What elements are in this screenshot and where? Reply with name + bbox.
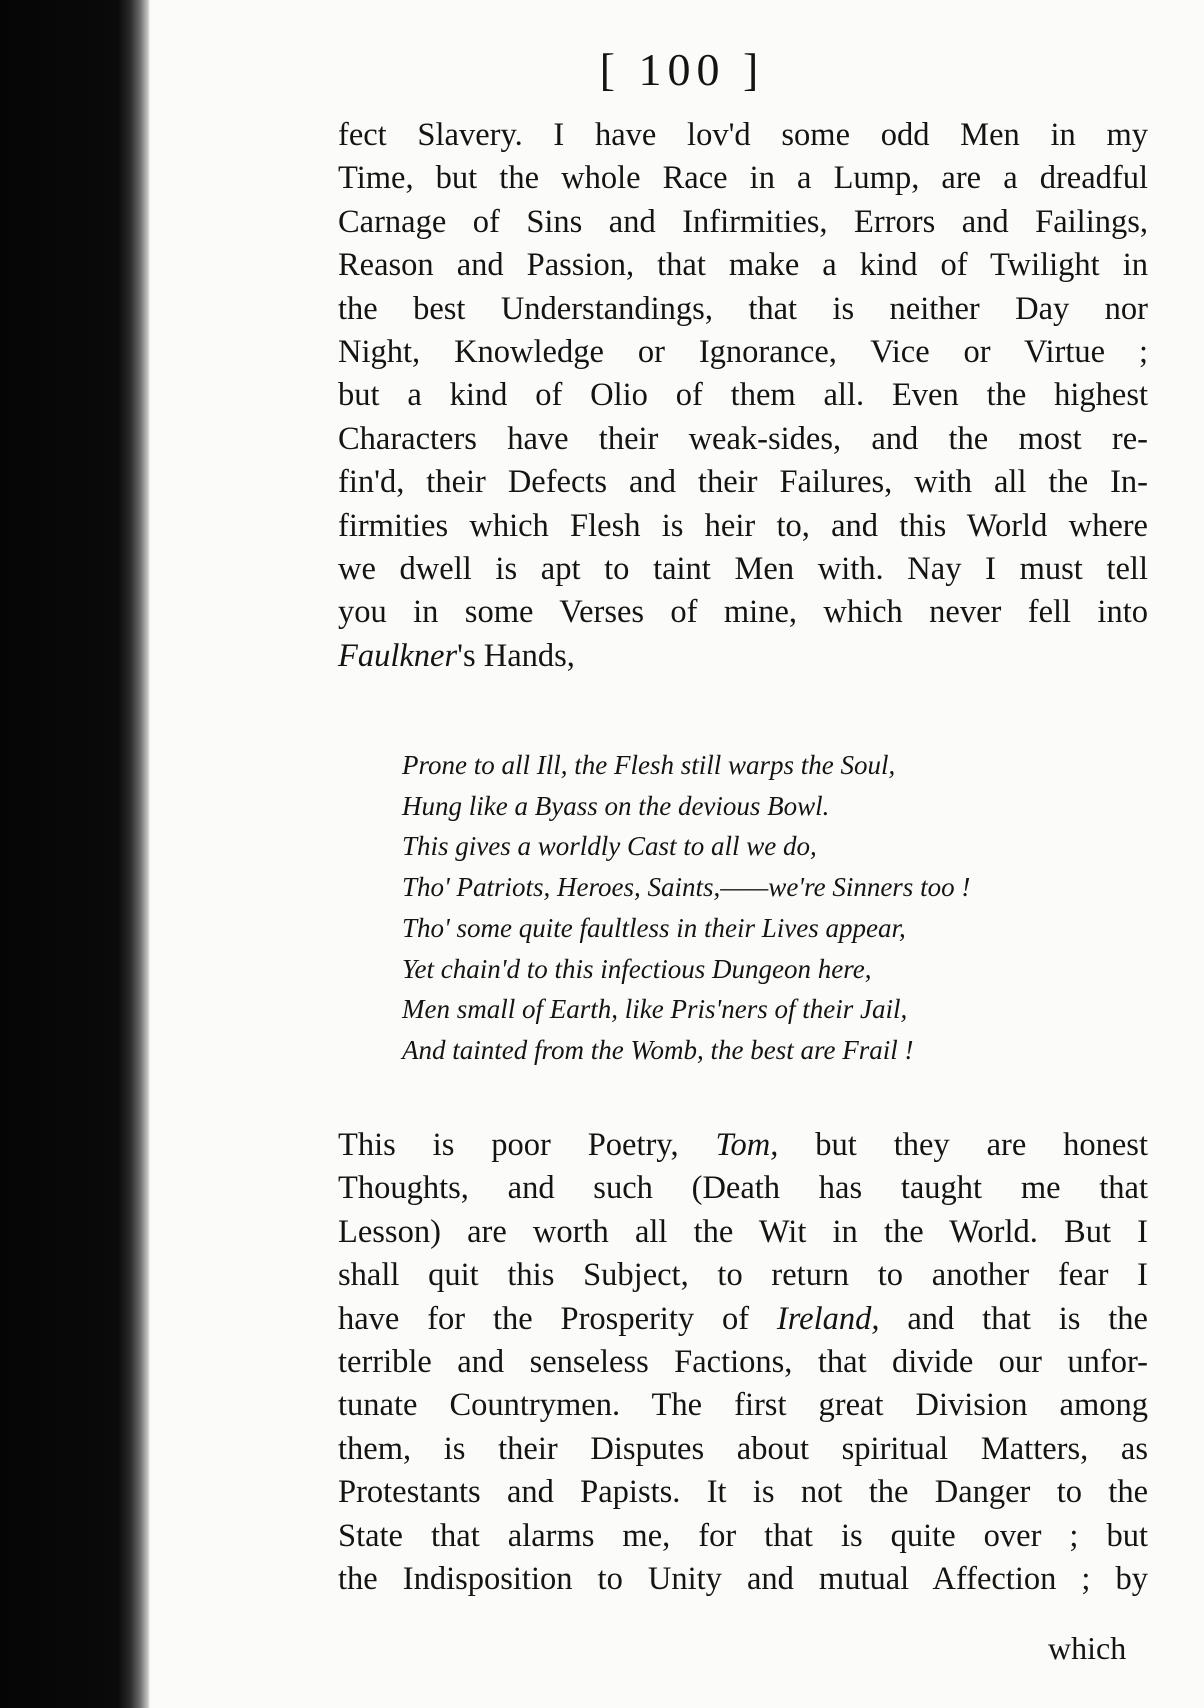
verse-block bbox=[402, 745, 1102, 1071]
verse-line: Men small of Earth, like Pris'ners of their Jail, bbox=[402, 994, 908, 1025]
verse-line: Hung like a Byass on the devious Bowl. bbox=[402, 790, 830, 821]
text-line: Reason and Passion, that make a kind of Twilight in bbox=[338, 247, 1148, 284]
text-line: Thoughts, and such (Death has taught me that bbox=[338, 1170, 1148, 1207]
text-line: Characters have their weak-sides, and the most re- bbox=[338, 420, 1148, 457]
text-line: the best Understandings, that is neither Day nor bbox=[338, 290, 1148, 327]
paragraph-2 bbox=[338, 1124, 1148, 1601]
text-line: Protestants and Papists. It is not the Danger to the bbox=[338, 1474, 1148, 1511]
text-line bbox=[338, 1124, 1148, 1167]
italic-name: Ireland, bbox=[776, 1300, 880, 1337]
text-line: but a kind of Olio of them all. Even the highest bbox=[338, 377, 1148, 414]
text-fragment: have for the Prosperity of bbox=[338, 1300, 777, 1337]
text-line: tunate Countrymen. The first great Division among bbox=[338, 1387, 1148, 1424]
text-line: terrible and senseless Factions, that divide our unfor- bbox=[338, 1344, 1148, 1381]
text-line: shall quit this Subject, to return to another fear I bbox=[338, 1257, 1148, 1294]
text-line: State that alarms me, for that is quite over ; but bbox=[338, 1517, 1148, 1554]
text-fragment: 's Hands, bbox=[457, 637, 575, 674]
verse-line: And tainted from the Womb, the best are Frail ! bbox=[402, 1034, 914, 1065]
verse-line: Tho' some quite faultless in their Lives appear, bbox=[402, 912, 906, 943]
text-fragment: This is poor Poetry, bbox=[338, 1127, 716, 1163]
text-fragment: and that is the bbox=[879, 1300, 1148, 1337]
italic-name: Tom, bbox=[715, 1127, 779, 1163]
paragraph-1 bbox=[338, 114, 1148, 678]
text-line: Time, but the whole Race in a Lump, are a dreadful bbox=[338, 160, 1148, 197]
text-line: fect Slavery. I have lov'd some odd Men in my bbox=[338, 117, 1148, 153]
catchword: which bbox=[1048, 1630, 1127, 1666]
text-line: fin'd, their Defects and their Failures, with all the In- bbox=[338, 464, 1148, 501]
page-number-header: [ 100 ] bbox=[599, 44, 765, 95]
text-line: Night, Knowledge or Ignorance, Vice or Virtue ; bbox=[338, 334, 1148, 371]
text-fragment: but they are honest bbox=[778, 1127, 1148, 1163]
verse-line: This gives a worldly Cast to all we do, bbox=[402, 831, 817, 862]
text-line: Lesson) are worth all the Wit in the World. But I bbox=[338, 1213, 1148, 1250]
text-line: you in some Verses of mine, which never fell into bbox=[338, 594, 1148, 631]
text-line: Carnage of Sins and Infirmities, Errors and Failings, bbox=[338, 203, 1148, 240]
italic-name: Faulkner bbox=[338, 637, 458, 674]
text-line: firmities which Flesh is heir to, and this World where bbox=[338, 507, 1148, 544]
text-line: we dwell is apt to taint Men with. Nay I must tell bbox=[338, 551, 1148, 588]
verse-line: Tho' Patriots, Heroes, Saints,——we're Sinners too ! bbox=[402, 872, 971, 903]
text-line bbox=[338, 1298, 1148, 1341]
verse-line: Yet chain'd to this infectious Dungeon here, bbox=[402, 953, 872, 984]
text-line: the Indisposition to Unity and mutual Affection ; by bbox=[338, 1561, 1148, 1598]
binding-shadow bbox=[0, 0, 150, 1708]
verse-line: Prone to all Ill, the Flesh still warps the Soul, bbox=[402, 750, 896, 780]
text-line: them, is their Disputes about spiritual Matters, as bbox=[338, 1430, 1148, 1467]
text-line bbox=[338, 635, 1148, 678]
